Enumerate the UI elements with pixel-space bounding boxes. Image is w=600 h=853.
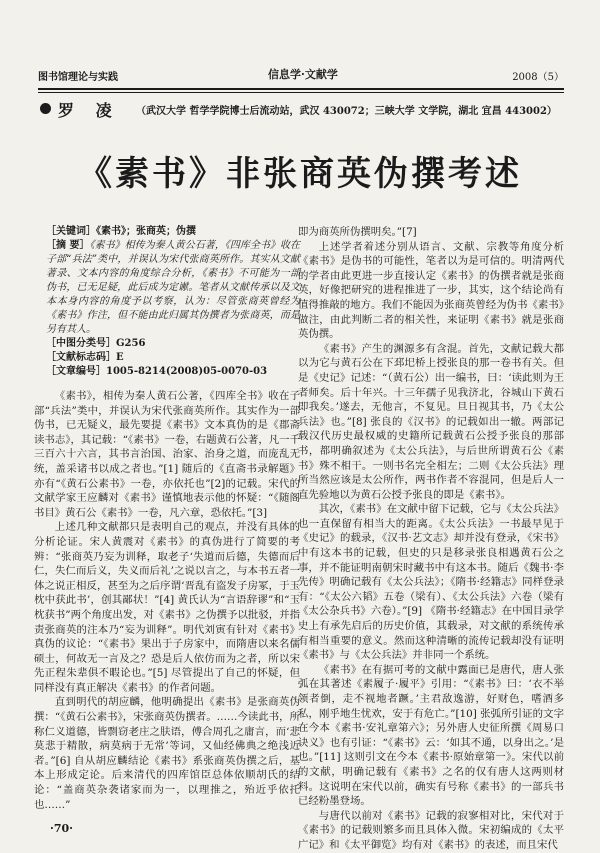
- left-column: [34, 225, 300, 812]
- bullet-icon: [40, 103, 51, 114]
- page-number: ·70·: [50, 822, 73, 835]
- keywords: ［关键词］《素书》；张商英；伪撰: [46, 226, 196, 237]
- body-paragraph: 直到明代的胡应麟，他明确提出《素书》是张商英伪撰：“《黄石公素书》，宋张商英伪撰者。……今读此书，所称仁义道德，皆剽窃老庄之肤语，傅合周孔之庸言，而‘悲莫悲于精散，病莫病于无常’等词，又仙经佛典之绝浅近者。”[6] 自从胡应麟结论《素书》系张商英伪撰之后，基本上形成定论。后来清代的四库馆臣总体依顺胡氏的结论：“盖商英杂袭诸家而为一，以理推之，殆近乎依托也……”: [34, 696, 300, 811]
- body-paragraph: 即为商英所伪撰明矣。”[7]: [298, 226, 417, 238]
- journal-name: 图书馆理论与实践: [38, 72, 118, 83]
- class-number: ［中图分类号］G256: [46, 338, 146, 349]
- body-paragraph: 其次，《素书》在文献中留下记载，它与《太公兵法》也一直保留有相当大的距离。《太公兵法》一书最早见于《史记》的载录，《汉书·艺文志》却并没有登录，《宋书》中有这本书的记载，但史的只是移录张良相遇黄石公之事，并不能证明南朝宋时藏书中有这本书。随后《魏书·李先传》明确记载有《太公兵法》；《隋书·经籍志》同样登录有：“《太公六韬》五卷（梁有）、《太公兵法》六卷（梁有《太公杂兵书》六卷）。”[9] 《隋书·经籍志》在中国目录学史上有承先启后的历史价值，其载录，对文献的系统传承有相当重要的意义。然而这种清晰的流传记载却没有证明《素书》与《太公兵法》并非同一个系统。: [298, 503, 564, 662]
- author-affiliation: （武汉大学 哲学学院博士后流动站，武汉 430072；三峡大学 文学院，湖北 宜昌 443002）: [136, 106, 557, 117]
- right-column: [298, 225, 564, 853]
- article-title: 《素书》非张商英伪撰考述: [78, 154, 522, 194]
- abstract-label: ［摘 要］: [46, 240, 90, 251]
- author-line: [40, 100, 560, 122]
- body-paragraph: 与唐代以前对《素书》记载的寂寥相对比，宋代对于《素书》的记载则繁多而且具体入微。宋初编成的《太平广记》和《太平御览》均有对《素书》的表述，而且宋代: [298, 809, 564, 851]
- issue-number: 2008（5）: [512, 72, 564, 83]
- body-paragraph: 上述几种文献都只是表明自己的观点，并没有具体的分析论证。宋人黄震对《素书》的真伪进行了简要的考辨：“张商英乃妄为训释，取老子‘失道而后德，失德而后仁，失仁而后义，失义而后礼’之说以言之，与本书五者一体之说正相反，甚至为之后序谓‘晋乱有盗发子房冢，于玉枕中获此书’，创其鄙状！”[4] 黄氏认为“言语辞谬”和“玉枕获书”两个角度出发，对《素书》之伪撰予以批驳，并指责张商英的注本乃“妄为训释”。明代刘寅有针对《素书》真伪的议论：“《素书》果出于子房家中，而隋唐以来名儒硕士，何故无一言及之？恐是后人依仿而为之者，所以宋先正程朱辈俱不暇论也。”[5] 尽管提出了自己的怀疑，但同样没有真正解决《素书》的作者问题。: [34, 521, 300, 694]
- body-paragraph: 《素书》产生的渊源多有含混。首先，文献记载大都以为它与黄石公在下邳圯桥上授张良的那一卷书有关。但是《史记》记述：“（黄石公）出一编书，曰：‘读此则为王者师矣。后十年兴。十三年孺子见我济北，谷城山下黄石即我矣。’遂去，无他言，不复见。旦日视其书，乃《太公兵法》也。”[8] 张良的《汉书》的记载如出一辙。两部记载汉代历史最权威的史籍所记载黄石公授予张良的那部书，都明确叙述为《太公兵法》，与后世所谓黄石公《素书》殊不相干。一则书名完全相左；二则《太公兵法》理所当然应该是太公所作，两书作者不容混同，但是后人一直先验地以为黄石公授予张良的即是《素书》。: [298, 342, 564, 501]
- header-rule-thin: [38, 92, 564, 93]
- header-rule-thick: [38, 88, 564, 90]
- abstract: [34, 239, 300, 337]
- section-name: 信息学·文献学: [268, 68, 338, 81]
- body-paragraph: 《素书》在有据可考的文献中露面已是唐代，唐人张弧在其著述《素履子·履平》引用：“《素书》曰：‘衣不举领者倒，走不视地者蹶。’主君敌逸游，好财色，嗜酒多私，刚乎地生忧欢，安于有危亡。”[10] 张弧所引证的文字在今本《素书·安礼章第六》；另外唐人史征所撰《周易口诀义》也有引证：“《素书》云：‘如其不通，以身出之。’是也。”[11] 这则引文在今本《素书·原始章第一》。宋代以前的文献，明确记载有《素书》之名的仅有唐人这两则材料。这说明在宋代以前，确实有号称《素书》的一部兵书已经粉墨登场。: [298, 663, 564, 808]
- running-header: [38, 62, 564, 88]
- article-number: ［文章编号］1005-8214(2008)05-0070-03: [46, 366, 268, 377]
- author-name: 罗 凌: [58, 101, 120, 120]
- document-code: ［文献标志码］E: [46, 352, 124, 363]
- body-paragraph: 上述学者着述分别从语言、文献、宗教等角度分析《素书》是伪书的可能性，笔者以为是可信的。明清两代的学者由此更进一步直接认定《素书》的伪撰者就是张商英，好像把研究的进程推进了一步，其实，这个结论尚有值得推敲的地方。我们不能因为张商英曾经为伪书《素书》做注，由此判断二者的相关性，来证明《素书》就是张商英伪撰。: [298, 240, 564, 341]
- abstract-text: 《素书》相传为秦人黄公石著，《四库全书》收在子部“兵法”类中，并误认为宋代张商英所作。其实从文献著录、文本内容的角度综合分析，《素书》不可能为一部伪书，已无足疑，此后成为定谳。笔者从文献传承以及文本本身内容的角度予以考察，认为：尽管张商英曾经为《素书》作注，但不能由此归属其伪撰者为张商英，而是另有其人。: [46, 240, 301, 335]
- body-paragraph: 《素书》，相传为秦人黄石公著，《四库全书》收在子部“兵法”类中，并误认为宋代张商英所作。其实作为一部伪书，已无疑义，最先要提《素书》文本真伪的是《郡斋读书志》，其记载：“《素书》一卷，右题黄石公著，凡一千三百六十六言，其书言治国、治家、治身之道，而庞乱无统，盖采诸书以成之者也。”[1] 随后的《直斋书录解题》亦有“《黄石公素书》一卷，亦依托也”[2]的记载。宋代的文献学家王应麟对《素书》谨慎地表示他的怀疑：“《随阁书目》黄石公《素书》一卷，凡六章，恐依托。”[3]: [34, 390, 300, 519]
